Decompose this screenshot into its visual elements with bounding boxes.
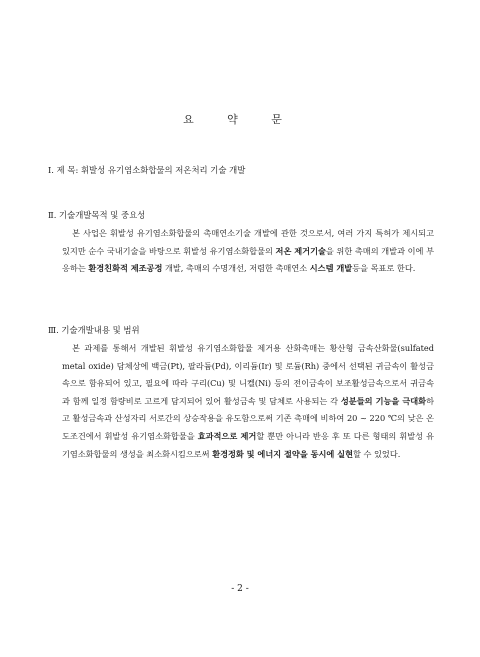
emphasis-text: 효과적으로 제거 — [197, 430, 257, 441]
section-1-heading: Ⅰ. 제 목: 휘발성 유기염소화합물의 저온처리 기술 개발 — [48, 165, 246, 175]
text-run: 개발, 촉매의 수명개선, 저렴한 촉매연소 — [162, 263, 310, 274]
emphasis-text: 환경친화적 제조공정 — [88, 263, 163, 274]
text-run: 하고 활성금속과 산성자리 서로간의 상승작용을 유도함으로써 기존 촉매에 비하여 20 ~ 220 ℃의 낮은 온도조건에서 휘발성 유기염소화합물을 — [62, 395, 434, 441]
text-run: 을 위한 촉매의 개발과 이에 부응하는 — [62, 245, 434, 274]
emphasis-text: 저온 제거기술 — [275, 245, 326, 256]
section-3-paragraph — [62, 340, 434, 463]
text-run: 할 뿐만 아니라 반응 후 또 다른 형태의 휘발성 유기염소화합물의 생성을 최소화시킴으로써 — [62, 430, 434, 459]
document-title: 요 약 문 — [183, 113, 297, 126]
text-run: 본 과제를 통해서 개발된 휘발성 유기염소화합물 제거용 산화촉매는 황산형 금속산화물(sulfated metal oxide) 담체상에 백금(Pt), 팔라듐(Pd), 이리듐(Ir) 및 로듐(Rh) 중에서 선택된 귀금속이 활성금속으로 함유되어 있고, 필요에 따라 구리(Cu) 및 니켈(Ni) 등의 전이금속이 보조활성금속으로서 귀금속과 함께 일정 함량비로 고르게 담지되어 있어 활성금속 및 담체로 사용되는 각 — [62, 343, 434, 406]
emphasis-text: 성분들의 기능을 극대화 — [340, 395, 427, 406]
emphasis-text: 시스템 개발 — [309, 263, 353, 274]
emphasis-text: 환경정화 및 에너지 절약을 동시에 실현 — [212, 448, 353, 459]
text-run: 등을 목표로 한다. — [352, 263, 416, 274]
section-2-paragraph — [62, 225, 434, 278]
page-number: - 2 - — [231, 584, 249, 594]
text-run: 본 사업은 휘발성 유기염소화합물의 촉매연소기술 개발에 관한 것으로서, 여러 가지 특허가 제시되고 있지만 순수 국내기술을 바탕으로 휘발성 유기염소화합물의 — [62, 228, 434, 256]
section-3-heading: Ⅲ. 기술개발내용 및 범위 — [48, 325, 140, 335]
section-2-heading: Ⅱ. 기술개발목적 및 중요성 — [48, 210, 146, 220]
text-run: 할 수 있었다. — [353, 448, 401, 459]
